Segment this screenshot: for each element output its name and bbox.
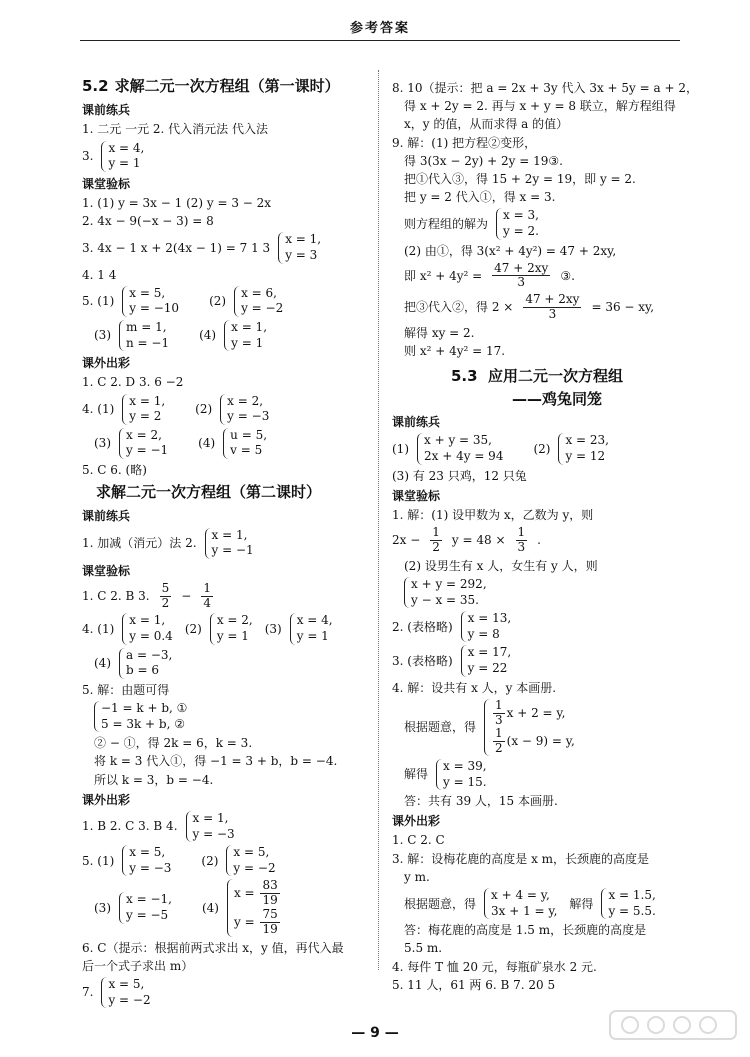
equation: x = 4,: [108, 140, 145, 155]
answer-row: [82, 582, 368, 611]
equation-system: [484, 888, 561, 919]
equation: y = −3: [192, 826, 235, 841]
answer-text: 根据题意，得: [404, 720, 477, 735]
equation: u = 5,: [230, 427, 268, 442]
header-rule: [80, 40, 680, 41]
section-number: 5.2: [82, 77, 109, 95]
answer-label: (2): [533, 441, 551, 456]
equation: [491, 727, 575, 756]
equation: [234, 879, 282, 908]
answer-line: 6. C（提示：根据前两式求出 x，y 值，再代入最: [82, 940, 344, 955]
heading-pre-practice: 课前练兵: [82, 103, 131, 118]
equation: x + y = 292,: [411, 576, 487, 591]
equation-system: [101, 977, 154, 1008]
equation: x = 1,: [285, 232, 322, 247]
equation-system: [119, 320, 173, 351]
fraction: [260, 908, 279, 937]
right-column: [392, 78, 698, 995]
answer-row: [82, 811, 368, 842]
equation: x = 1,: [211, 527, 248, 542]
answer-label: 1. C 2. B 3.: [82, 589, 150, 604]
equation: x = 4,: [296, 613, 333, 628]
heading-extra-practice: 课外出彩: [82, 792, 131, 807]
equation: x = 1,: [192, 810, 229, 825]
answer-line: 1. C 2. D 3. 6 −2: [82, 375, 184, 390]
answer-row: [82, 232, 368, 263]
equation: y = 15.: [443, 774, 487, 789]
answer-line: 所以 k = 3，b = −4.: [94, 772, 214, 787]
answer-text: 即 x² + 4y² =: [404, 268, 483, 283]
equation: y = −5: [126, 907, 169, 922]
equation: y = 0.4: [129, 629, 173, 644]
equation-system: [122, 845, 175, 876]
equation-system: [224, 320, 271, 351]
equation-system: [94, 701, 191, 732]
equation-lhs: y =: [233, 914, 255, 929]
numerator: 1: [432, 525, 440, 540]
equation: y = −1: [126, 443, 169, 458]
answer-line: 8. 10（提示：把 a = 2x + 3y 代入 3x + 5y = a + 2，: [392, 81, 698, 95]
denominator: 3: [517, 275, 526, 290]
answer-row: [82, 613, 368, 644]
section-title-text: 应用二元一次方程组: [488, 367, 624, 386]
answer-text: 把③代入②，得 2 ×: [404, 300, 514, 315]
heading-extra-practice: 课外出彩: [392, 814, 441, 829]
equation: y = 12: [565, 449, 606, 464]
equation-system: [461, 611, 516, 642]
equation: [491, 699, 575, 728]
answer-row: [392, 577, 682, 608]
equation: x = 5,: [233, 845, 270, 860]
answer-row: [82, 428, 368, 459]
equation-lhs: x =: [233, 886, 255, 901]
answer-label: (2): [201, 853, 219, 868]
equation-system: [227, 879, 286, 936]
equation: x = −1,: [126, 892, 172, 907]
answer-text: ③.: [560, 268, 575, 283]
equation: −1 = k + b, ①: [101, 701, 188, 716]
denominator: 19: [262, 921, 278, 936]
answer-text: 则方程组的解为: [404, 216, 489, 231]
equation-system: [404, 577, 491, 608]
answer-label: (3): [94, 900, 111, 915]
answer-line: 1. 二元 一元 2. 代入消元法 代入法: [82, 122, 268, 137]
equation-system: [122, 286, 183, 317]
answer-line: x，y 的值，从而求得 a 的值）: [404, 117, 569, 132]
equation: 2x + 4y = 94: [424, 449, 504, 464]
answer-row: [392, 293, 682, 322]
equation: y = −2: [108, 992, 151, 1007]
equation: y = 2.: [503, 223, 539, 238]
numerator: 1: [495, 697, 503, 712]
answer-label: (2): [209, 294, 227, 309]
heading-class-check: 课堂验标: [82, 563, 131, 578]
answer-label: 4. (1): [82, 402, 115, 416]
answer-row: [392, 645, 682, 676]
equation: x = 39,: [443, 758, 487, 773]
answer-row: [82, 977, 368, 1008]
equation: x = 23,: [565, 433, 609, 448]
equation-system: [436, 759, 491, 790]
denominator: 4: [203, 595, 211, 610]
answer-label: 4. (1): [82, 621, 115, 636]
fraction: [516, 526, 528, 555]
equation-system: [417, 433, 507, 464]
answer-line: 答：梅花鹿的高度是 1.5 m，长颈鹿的高度是: [404, 923, 647, 938]
answer-line: 9. 解：(1) 把方程②变形，: [392, 135, 537, 150]
denominator: 3: [548, 307, 557, 322]
equation: y = −2: [241, 301, 284, 316]
fraction: [523, 293, 581, 322]
watermark-logo-icon: [608, 1007, 738, 1043]
answer-label: (3): [94, 328, 111, 343]
answer-row: [392, 526, 682, 555]
answer-row: [82, 320, 368, 351]
equation: y = 1: [296, 629, 329, 644]
equation: a = −3,: [126, 647, 173, 662]
answer-line: 5. 解：由题可得: [82, 682, 170, 697]
answer-line: 2. 4x − 9(−x − 3) = 8: [82, 214, 214, 229]
equation: x = 2,: [227, 393, 264, 408]
equation: y = 22: [467, 660, 508, 675]
denominator: 3: [495, 712, 503, 727]
answer-line: (2) 由①，得 3(x² + 4y²) = 47 + 2xy,: [404, 243, 617, 258]
answer-line: 答：共有 39 人，15 本画册.: [404, 794, 558, 809]
answer-line: 1. 解：(1) 设甲数为 x，乙数为 y，则: [392, 508, 594, 522]
equation-rest: x + 2 = y,: [506, 705, 566, 720]
denominator: 2: [495, 741, 503, 756]
numerator: 1: [495, 726, 503, 741]
answer-label: 7.: [82, 985, 94, 1000]
section-title-5-2: [82, 76, 368, 96]
equation-system: [484, 699, 579, 756]
column-divider: [378, 70, 379, 970]
answer-row: [82, 701, 368, 732]
numerator: 5: [161, 580, 170, 595]
equation: x = 2,: [216, 613, 253, 628]
answer-line: (2) 设男生有 x 人，女生有 y 人，则: [404, 558, 598, 573]
page-number: — 9 —: [351, 1025, 399, 1041]
answer-row: [392, 699, 682, 756]
answer-line: 5. C 6. (略): [82, 462, 147, 477]
equation-system: [205, 528, 258, 559]
answer-row: [392, 433, 682, 464]
heading-extra-practice: 课外出彩: [82, 356, 131, 371]
answer-text: 2x −: [392, 533, 421, 548]
minus-sign: −: [181, 589, 192, 604]
answer-line: 则 x² + 4y² = 17.: [404, 344, 506, 359]
answer-line: 1. (1) y = 3x − 1 (2) y = 3 − 2x: [82, 196, 272, 210]
answer-line: y m.: [404, 869, 430, 884]
equation: x = 6,: [241, 285, 277, 300]
equation-system: [226, 845, 279, 876]
fraction: [160, 582, 172, 611]
answer-row: [82, 141, 368, 172]
section-title-text: 求解二元一次方程组（第一课时）: [114, 77, 340, 95]
equation: x = 13,: [467, 611, 512, 626]
denominator: 2: [432, 539, 440, 554]
answer-label: 3.: [82, 149, 94, 164]
answer-text: .: [537, 533, 541, 548]
answer-line: ② − ①，得 2k = 6，k = 3.: [94, 736, 253, 751]
heading-pre-practice: 课前练兵: [82, 509, 131, 524]
denominator: 3: [517, 539, 526, 554]
answer-label: (2): [195, 402, 213, 416]
numerator: 1: [517, 525, 526, 540]
equation-system: [290, 613, 337, 644]
page-header: [80, 20, 680, 38]
answer-line: 4. 1 4: [82, 267, 117, 282]
equation-system: [186, 811, 239, 842]
equation-system: [220, 394, 273, 425]
equation-system: [210, 613, 257, 644]
equation: b = 6: [126, 663, 159, 678]
equation: y = 5.5.: [608, 903, 656, 918]
equation: x = 1,: [129, 613, 166, 628]
equation: x + y = 35,: [424, 433, 492, 448]
answer-line: 4. 每件 T 恤 20 元，每瓶矿泉水 2 元.: [392, 959, 597, 974]
left-column: [82, 76, 368, 1011]
equation-system: [234, 286, 287, 317]
equation-system: [119, 648, 176, 679]
answer-line: 5. 11 人，61 两 6. B 7. 20 5: [392, 977, 556, 992]
answer-row: [392, 611, 682, 642]
equation-system: [119, 428, 172, 459]
fraction: [493, 727, 505, 756]
section-number: 5.3: [450, 367, 478, 386]
answer-label: (4): [198, 436, 216, 451]
answer-label: (3): [264, 621, 282, 636]
answer-label: (4): [94, 656, 111, 671]
fraction: [492, 262, 550, 291]
equation: [234, 908, 282, 937]
section-title-5-3: [392, 365, 682, 410]
answer-row: [392, 208, 682, 239]
equation: y = 1: [216, 629, 249, 644]
equation: n = −1: [126, 335, 170, 350]
equation: x = 5,: [129, 845, 166, 860]
equation-system: [558, 433, 613, 464]
equation-system: [496, 208, 543, 239]
answer-row: [82, 845, 368, 876]
equation: x = 1,: [129, 393, 166, 408]
equation-system: [122, 394, 169, 425]
answer-line: 将 k = 3 代入①，得 −1 = 3 + b，b = −4.: [94, 754, 338, 769]
answer-line: 4. 解：设共有 x 人，y 本画册.: [392, 680, 557, 695]
answer-label: (1): [392, 441, 409, 456]
numerator: 47 + 2xy: [525, 292, 580, 307]
answer-row: [82, 648, 368, 679]
answer-label: (2): [184, 621, 202, 636]
equation: m = 1,: [126, 319, 167, 334]
answer-line: 得 3(3x − 2y) + 2y = 19③.: [404, 153, 563, 168]
denominator: 19: [262, 893, 278, 908]
answer-label: 1. 加减（消元）法 2.: [82, 536, 197, 550]
heading-class-check: 课堂验标: [392, 488, 441, 503]
answer-line: 1. C 2. C: [392, 833, 445, 848]
equation: y = 8: [467, 626, 500, 641]
heading-pre-practice: 课前练兵: [392, 415, 441, 430]
header-title: 参考答案: [349, 21, 410, 36]
answer-text: 解得: [569, 896, 594, 911]
answer-text: 解得: [404, 767, 429, 782]
answer-line: 5.5 m.: [404, 941, 443, 956]
equation-system: [122, 613, 177, 644]
equation: v = 5: [230, 443, 263, 458]
equation: y = 1: [231, 335, 264, 350]
fraction: [201, 582, 213, 611]
equation: 5 = 3k + b, ②: [101, 716, 185, 731]
answer-line: 解得 xy = 2.: [404, 325, 475, 340]
equation-system: [278, 232, 325, 263]
answer-label: 3. 4x − 1 x + 2(4x − 1) = 7 1 3: [82, 240, 271, 255]
answer-row: [82, 286, 368, 317]
equation: 3x + 1 = y,: [491, 903, 558, 918]
answer-row: [392, 888, 682, 919]
numerator: 1: [203, 580, 211, 595]
equation: y = −3: [129, 860, 172, 875]
numerator: 75: [262, 906, 278, 921]
answer-line: (3) 有 23 只鸡，12 只兔: [392, 468, 527, 483]
fraction: [493, 699, 505, 728]
denominator: 2: [161, 595, 170, 610]
equation: x = 1,: [231, 319, 268, 334]
answer-label: 5. (1): [82, 853, 115, 868]
answer-row: [82, 394, 368, 425]
answer-label: (4): [201, 900, 219, 915]
answer-line: 后一个式子求出 m）: [82, 958, 194, 973]
answer-label: (4): [199, 328, 217, 343]
answer-label: (3): [94, 436, 111, 451]
answer-label: 5. (1): [82, 294, 115, 309]
equation-system: [101, 141, 148, 172]
answer-text: = 36 − xy,: [591, 300, 655, 315]
answer-line: 把 y = 2 代入①，得 x = 3.: [404, 190, 556, 205]
answer-line: 得 x + 2y = 2. 再与 x + y = 8 联立，解方程组得: [404, 99, 676, 114]
fraction: [430, 526, 442, 555]
equation: x = 17,: [467, 645, 512, 660]
answer-row: [82, 528, 368, 559]
numerator: 47 + 2xy: [494, 260, 549, 275]
answer-label: 1. B 2. C 3. B 4.: [82, 819, 178, 834]
answer-row: [82, 879, 368, 936]
equation: y = −2: [233, 860, 276, 875]
equation: x = 2,: [126, 427, 162, 442]
equation: x = 5,: [129, 285, 166, 300]
answer-line: 3. 解：设梅花鹿的高度是 x m，长颈鹿的高度是: [392, 851, 650, 866]
equation: x = 5,: [108, 976, 145, 991]
section-title-subtitle: ——鸡兔同笼: [511, 389, 602, 408]
equation: y − x = 35.: [411, 592, 479, 607]
fraction: [260, 879, 279, 908]
equation: y = 3: [285, 247, 318, 262]
section-subtitle-lesson-2: 求解二元一次方程组（第二课时）: [96, 483, 322, 502]
equation: x + 4 = y,: [491, 888, 550, 903]
equation-system: [601, 888, 659, 919]
answer-label: 2. (表格略): [392, 619, 453, 634]
equation: y = −3: [227, 409, 270, 424]
equation: y = −10: [129, 301, 180, 316]
answer-row: [392, 759, 682, 790]
equation-system: [223, 428, 271, 459]
equation: x = 3,: [503, 208, 539, 223]
equation-rest: (x − 9) = y,: [506, 734, 575, 749]
equation: x = 1.5,: [608, 888, 656, 903]
numerator: 83: [262, 878, 278, 893]
equation: y = 1: [108, 156, 141, 171]
equation-system: [461, 645, 516, 676]
equation: y = −1: [211, 543, 254, 558]
answer-row: [392, 262, 682, 291]
answer-text: y = 48 ×: [451, 533, 506, 548]
equation: y = 2: [129, 409, 162, 424]
equation-system: [119, 892, 176, 923]
answer-label: 3. (表格略): [392, 653, 453, 668]
answer-text: 根据题意，得: [404, 896, 477, 911]
heading-class-check: 课堂验标: [82, 176, 131, 191]
answer-line: 把①代入③，得 15 + 2y = 19，即 y = 2.: [404, 171, 636, 186]
